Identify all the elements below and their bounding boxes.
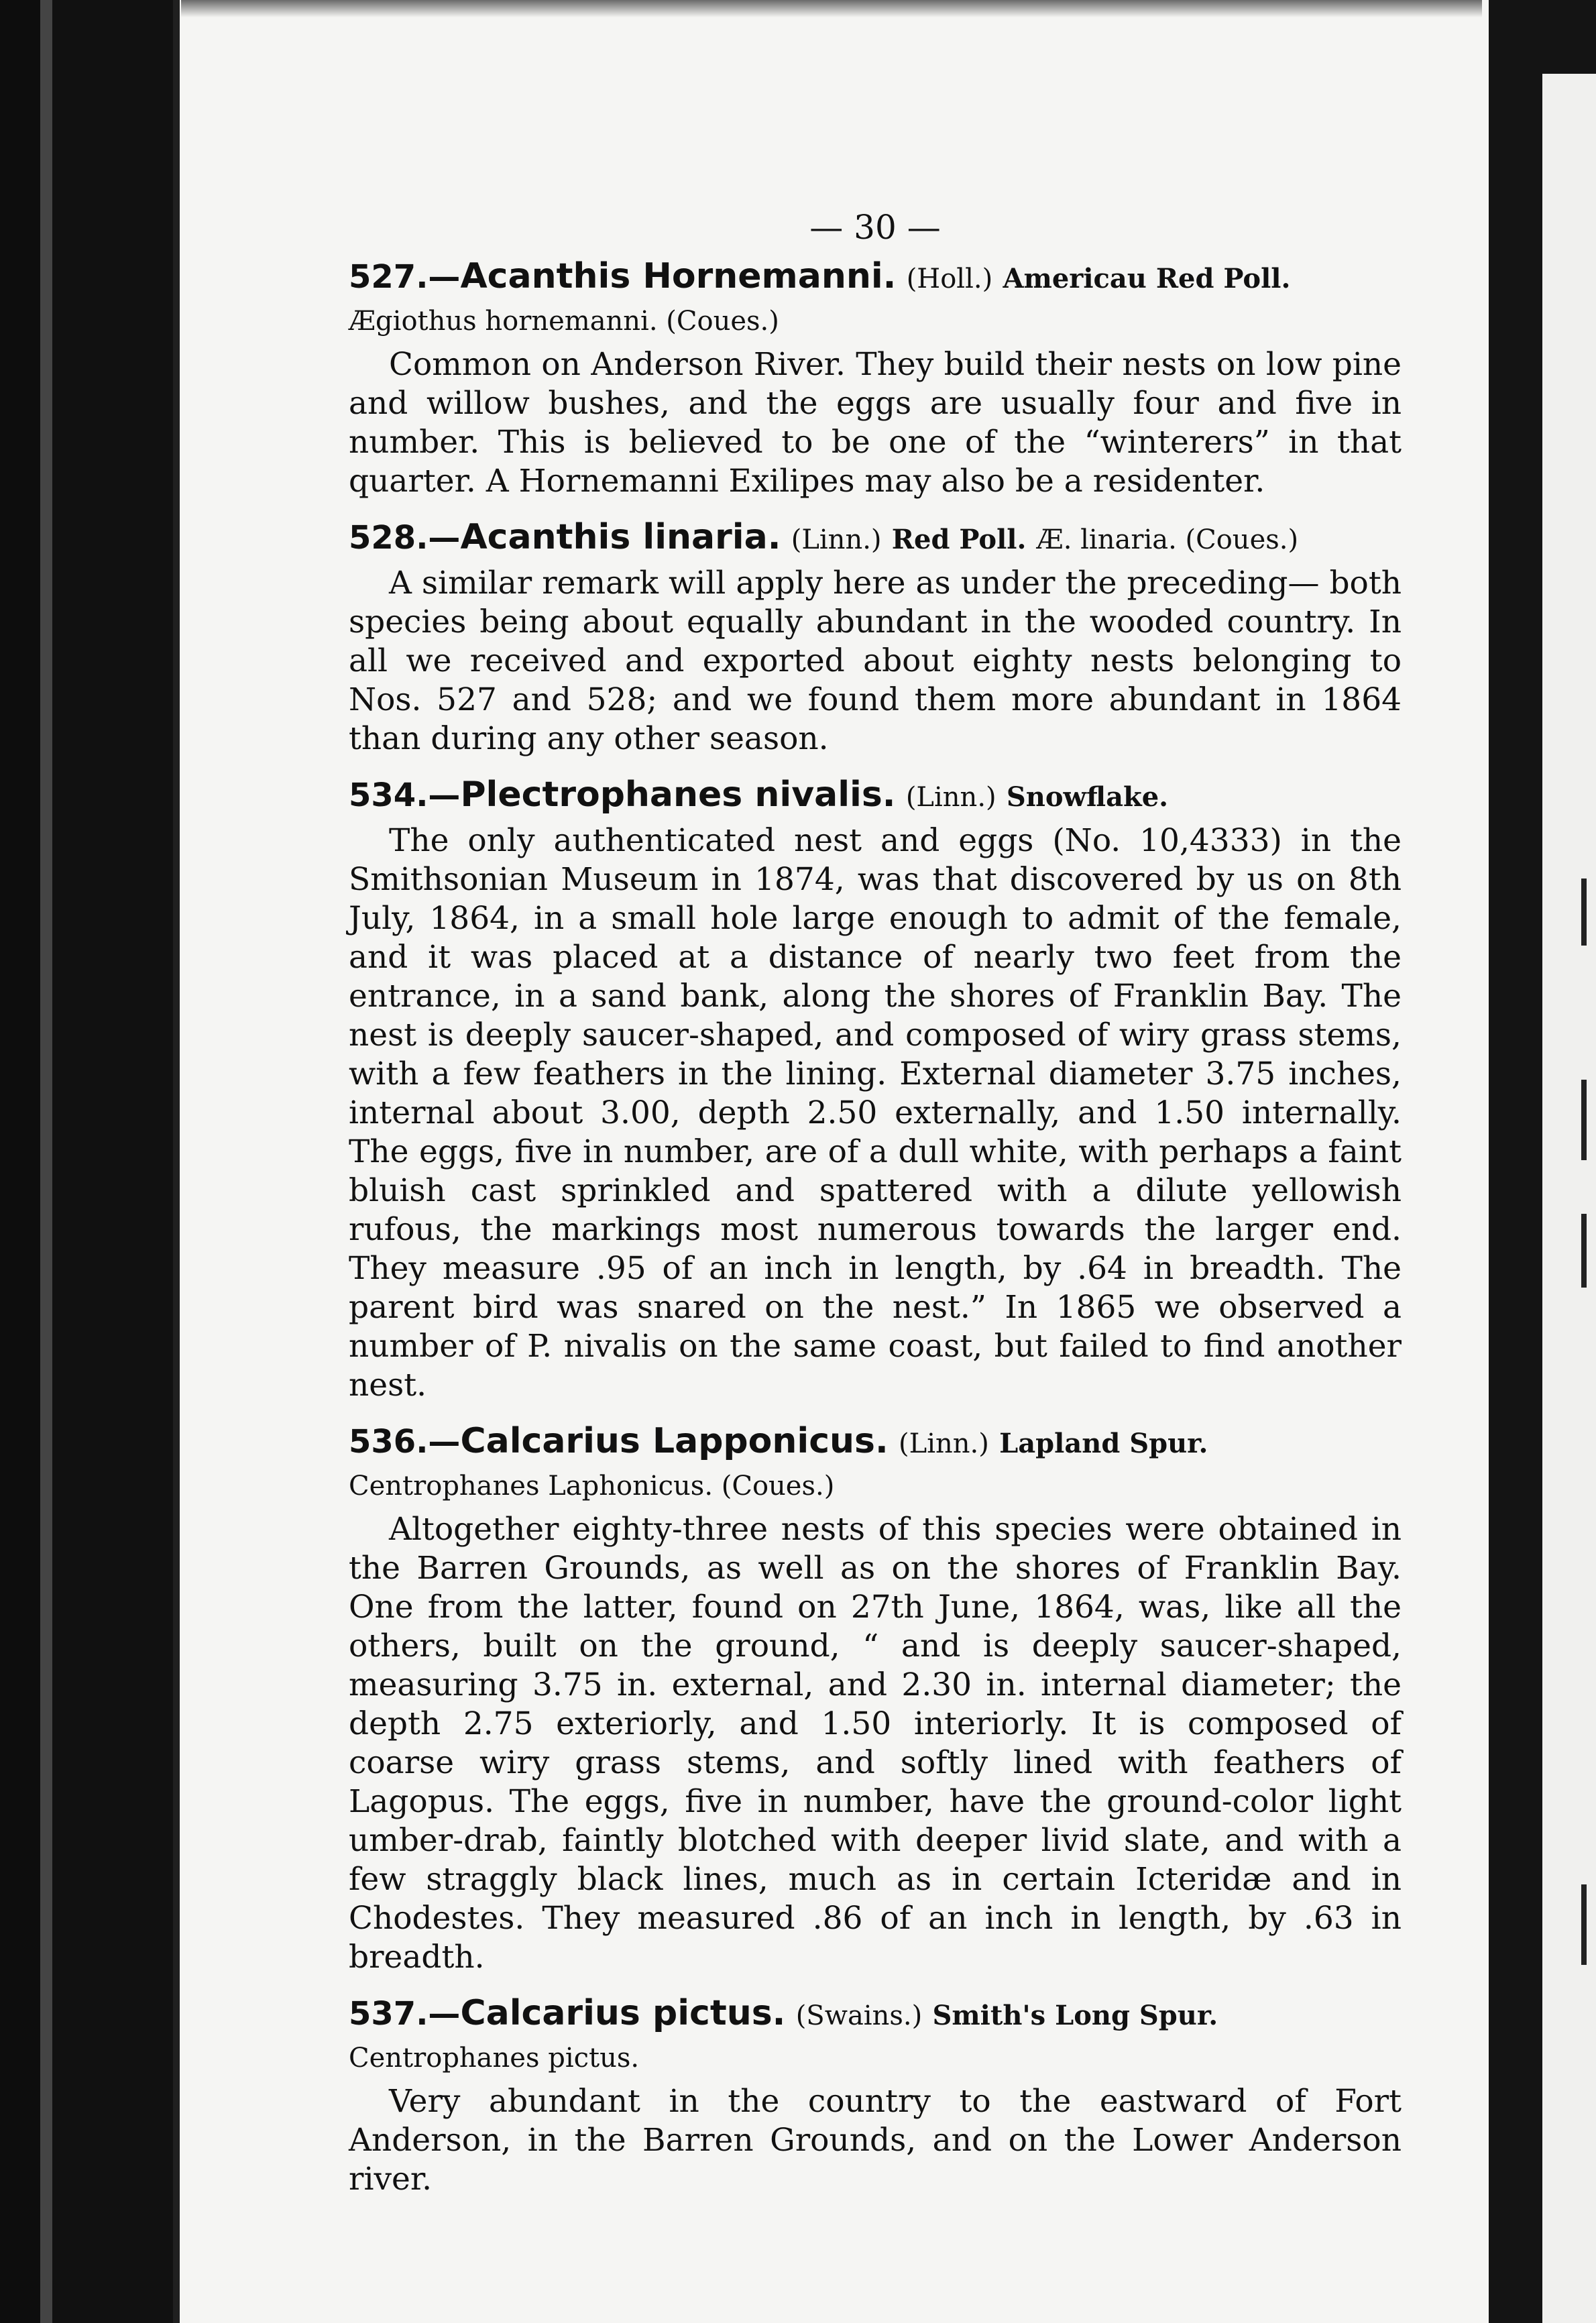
synonym: Centrophanes pictus. bbox=[349, 2043, 640, 2074]
entry-heading bbox=[349, 256, 1402, 341]
entry-534 bbox=[349, 775, 1402, 1405]
entry-heading bbox=[349, 517, 1402, 560]
entry-text: Altogether eighty-three nests of this species were obtained in the Barren Grounds, as well as on the shores of Franklin Bay. One from the latter, found on 27th June, 1864, was, like all the others, built on the ground, “ and is deeply saucer-shaped, measuring 3.75 in. external, and 2.30 in. internal diameter; the depth 2.75 exteriorly, and 1.50 interiorly. It is composed of coarse wiry grass stems, and softly lined with feathers of Lagopus. The eggs, five in number, have the ground-color light umber-drab, faintly blotched with deeper livid slate, and with a few straggly black lines, much as in certain Icteridæ and in Chodestes. They measured .86 of an inch in length, by .63 in breadth. bbox=[349, 1511, 1402, 1976]
entry-number: 536.— bbox=[349, 1423, 461, 1461]
species-name: Plectrophanes nivalis. bbox=[460, 775, 896, 815]
page-top-shadow bbox=[181, 0, 1482, 17]
synonym: Centrophanes Laphonicus. (Coues.) bbox=[349, 1471, 835, 1502]
entry-text: The only authenticated nest and eggs (No. 10,4333) in the Smithsonian Museum in 1874, was that discovered by us on 8th July, 1864, in a small hole large enough to admit of the female, and it was placed at a distance of nearly two feet from the entrance, in a sand bank, along the shores of Franklin Bay. The nest is deeply saucer-shaped, and composed of wiry grass stems, with a few feathers in the lining. External diameter 3.75 inches, internal about 3.00, depth 2.50 externally, and 1.50 internally. The eggs, five in number, are of a dull white, with perhaps a faint bluish cast sprinkled and spattered with a dilute yellowish rufous, the markings most numerous towards the larger end. They measure .95 of an inch in length, by .64 in breadth. The parent bird was snared on the nest.” In 1865 we observed a number of P. nivalis on the same coast, but failed to find another nest. bbox=[349, 822, 1402, 1404]
entry-528 bbox=[349, 517, 1402, 758]
entry-heading bbox=[349, 775, 1402, 817]
next-page-edge bbox=[1542, 74, 1596, 2323]
entry-number: 527.— bbox=[349, 258, 461, 296]
common-name: Red Poll. bbox=[891, 524, 1027, 555]
entry-number: 537.— bbox=[349, 1995, 461, 2033]
species-name: Calcarius Lapponicus. bbox=[460, 1421, 889, 1461]
species-name: Acanthis Hornemanni. bbox=[460, 256, 897, 296]
entry-number: 534.— bbox=[349, 777, 461, 814]
book-spine-edge bbox=[40, 0, 52, 2323]
entry-527 bbox=[349, 256, 1402, 501]
common-name: Americau Red Poll. bbox=[1003, 263, 1291, 294]
entry-text: Very abundant in the country to the eastward of Fort Anderson, in the Barren Grounds, and on the Lower Anderson river. bbox=[349, 2083, 1402, 2198]
common-name: Lapland Spur. bbox=[999, 1428, 1208, 1459]
synonym: Ægiothus hornemanni. (Coues.) bbox=[349, 306, 779, 337]
species-name: Calcarius pictus. bbox=[460, 1993, 786, 2033]
book-spine-shadow bbox=[0, 0, 40, 2323]
entry-text: Common on Anderson River. They build their nests on low pine and willow bushes, and the eggs are usually four and five in number. This is believed to be one of the “winterers” in that quarter. A Hornemanni Exilipes may also be a residenter. bbox=[349, 346, 1402, 500]
entry-537 bbox=[349, 1993, 1402, 2199]
entry-heading bbox=[349, 1421, 1402, 1506]
species-authority: (Linn.) bbox=[905, 782, 996, 813]
page-number: — 30 — bbox=[809, 208, 941, 247]
species-authority: (Swains.) bbox=[795, 2000, 923, 2031]
entry-text: A similar remark will apply here as under the preceding— both species being about equally abundant in the wooded country. In all we received and exported about eighty nests belonging to Nos. 527 and 528; and we found them more abundant in 1864 than during any other season. bbox=[349, 565, 1402, 757]
species-name: Acanthis linaria. bbox=[460, 517, 781, 557]
species-authority: (Linn.) bbox=[899, 1428, 989, 1459]
synonym: Æ. linaria. (Coues.) bbox=[1036, 524, 1299, 555]
species-authority: (Linn.) bbox=[791, 524, 882, 555]
species-authority: (Holl.) bbox=[906, 264, 993, 294]
common-name: Smith's Long Spur. bbox=[932, 2000, 1218, 2031]
entry-536 bbox=[349, 1421, 1402, 1977]
entry-number: 528.— bbox=[349, 519, 461, 557]
entry-heading bbox=[349, 1993, 1402, 2078]
common-name: Snowflake. bbox=[1006, 781, 1169, 813]
page-content bbox=[349, 208, 1402, 2215]
